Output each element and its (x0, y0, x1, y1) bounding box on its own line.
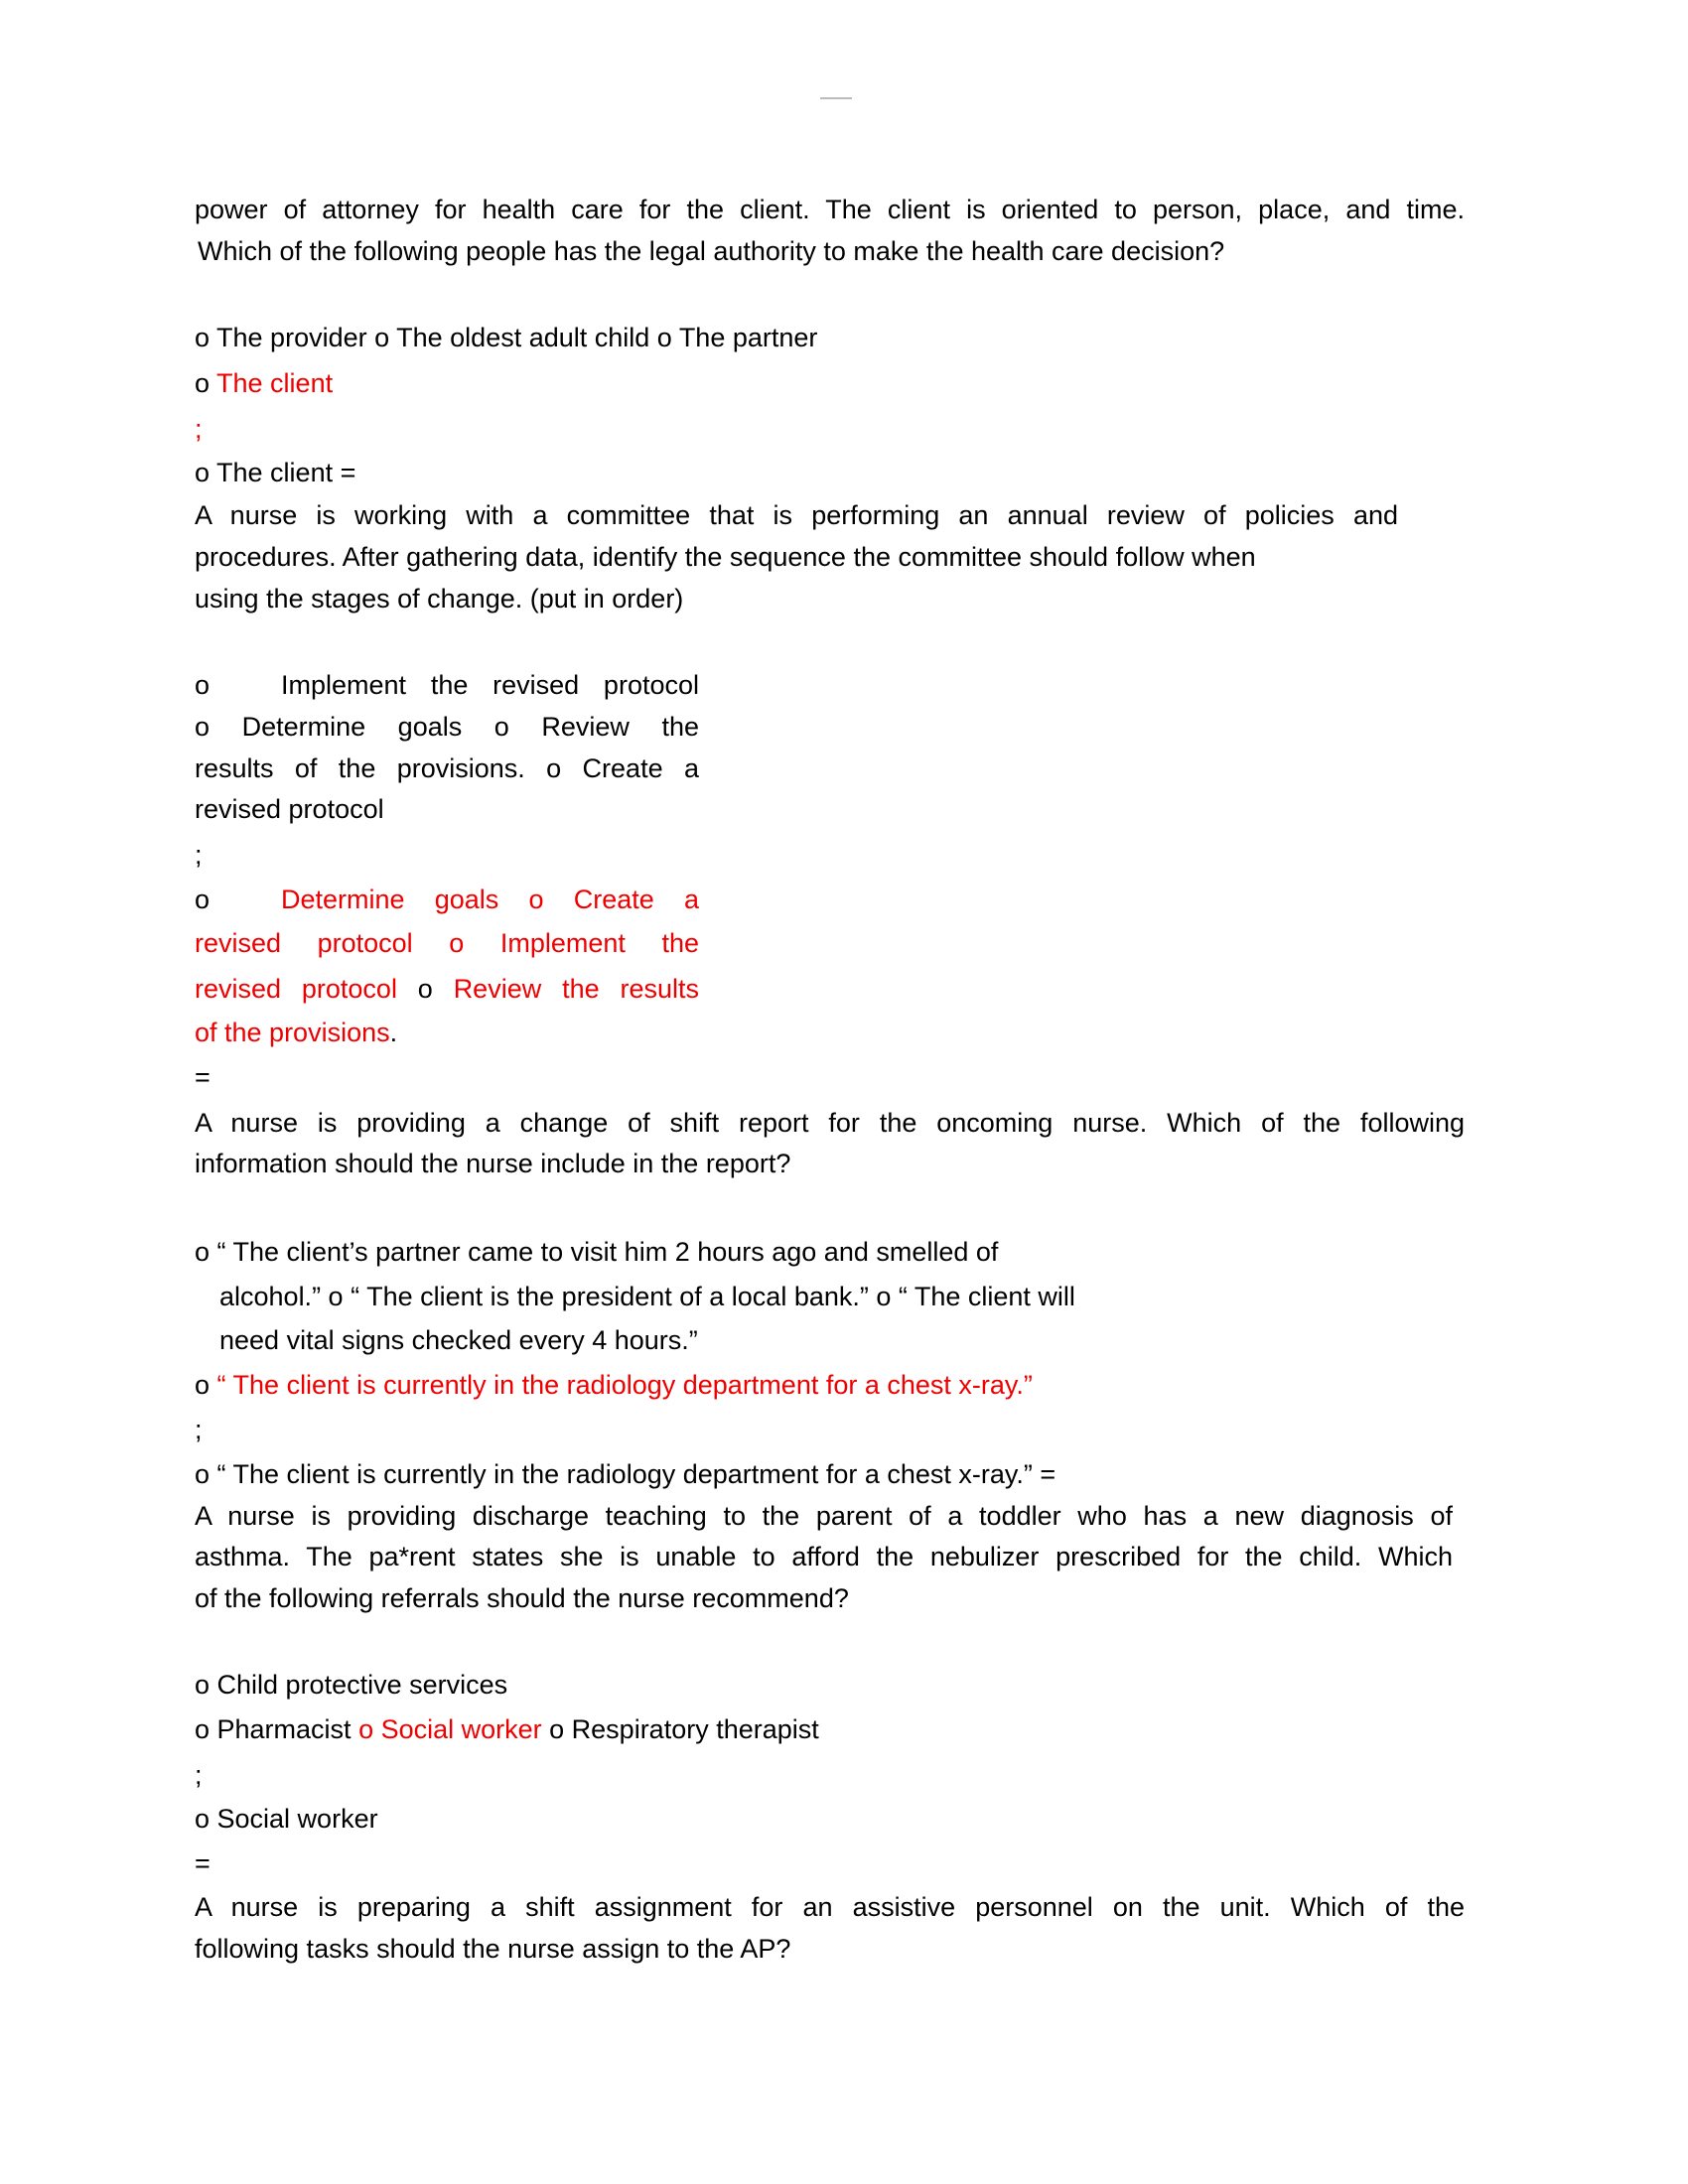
text-line (195, 1578, 849, 1618)
text-line (195, 880, 210, 919)
text-line (281, 880, 699, 919)
text-line (195, 1843, 211, 1883)
text-segment: o Determine goals o Review the (195, 712, 699, 742)
text-segment: = (195, 1061, 211, 1092)
text-segment: o Respiratory therapist (541, 1713, 819, 1744)
text-segment: ; (195, 1759, 203, 1790)
text-line (195, 537, 1256, 577)
text-line (219, 1277, 1075, 1316)
text-segment: A nurse is providing a change of shift report for the oncoming nurse. Which of the following (195, 1107, 1465, 1138)
text-line (195, 1013, 397, 1052)
text-line (195, 579, 683, 618)
text-segment: o The provider o The oldest adult child o The partner (195, 323, 818, 353)
text-segment: A nurse is preparing a shift assignment for an assistive personnel on the unit. Which of the (195, 1891, 1465, 1922)
text-line (195, 835, 203, 875)
text-segment: information should the nurse include in the report? (195, 1149, 791, 1179)
text-segment: ; (195, 840, 203, 871)
text-segment: using the stages of change. (put in order) (195, 583, 684, 614)
text-line (195, 1365, 1033, 1405)
answer-text: o Social worker (358, 1713, 542, 1744)
text-segment: o The client = (195, 458, 356, 488)
text-line (195, 1755, 203, 1795)
text-segment: o (195, 884, 211, 914)
text-line (195, 1496, 1453, 1536)
text-line (195, 707, 699, 747)
text-segment: alcohol.” o “ The client is the president of a local bank.” o “ The client will (219, 1281, 1075, 1311)
text-line (195, 190, 1465, 229)
text-segment: results of the provisions. o Create a (195, 752, 699, 783)
text-line (195, 1929, 790, 1969)
answer-text: revised protocol (195, 973, 397, 1004)
text-line (195, 1410, 203, 1449)
text-segment: asthma. The pa*rent states she is unable to afford the nebulizer prescribed for the child. Which (195, 1542, 1453, 1572)
text-segment: A nurse is providing discharge teaching to the parent of a toddler who has a new diagnosis of (195, 1500, 1453, 1531)
text-line (195, 1665, 507, 1705)
text-segment: Which of the following people has the legal authority to make the health care decision? (198, 235, 1225, 266)
text-segment: o “ The client is currently in the radiology department for a chest x-ray.” = (195, 1458, 1056, 1489)
text-segment: o (195, 1369, 217, 1400)
text-segment: o (195, 670, 211, 701)
text-line (195, 363, 333, 403)
text-segment: revised protocol (195, 794, 384, 825)
text-segment: . (389, 1018, 398, 1048)
text-segment: = (195, 1847, 211, 1878)
text-segment: need vital signs checked every 4 hours.” (219, 1325, 698, 1356)
text-segment: A nurse is working with a committee that is performing an annual review of policies and (195, 500, 1398, 531)
text-segment: o Child protective services (195, 1670, 508, 1701)
text-line (219, 1320, 698, 1360)
page-header-mark (820, 97, 852, 99)
text-segment: o Social worker (195, 1804, 378, 1835)
text-line (195, 1454, 1055, 1494)
answer-text: Review the results (453, 973, 699, 1004)
text-line (195, 789, 384, 829)
text-line (195, 453, 355, 492)
text-segment: procedures. After gathering data, identify the sequence the committee should follow when (195, 542, 1256, 573)
text-segment: o Pharmacist (195, 1713, 359, 1744)
text-segment: ; (195, 1415, 203, 1445)
answer-text: Determine goals o Create a (281, 884, 699, 914)
answer-text: “ The client is currently in the radiology department for a chest x-ray.” (216, 1369, 1033, 1400)
text-line (195, 1103, 1465, 1143)
text-line (195, 409, 203, 449)
text-line (195, 1709, 819, 1749)
text-line (195, 1144, 790, 1183)
text-line (195, 1887, 1465, 1927)
text-line (195, 969, 699, 1009)
text-line (195, 318, 817, 357)
text-line (195, 1799, 378, 1839)
text-segment: o “ The client’s partner came to visit him 2 hours ago and smelled of (195, 1237, 999, 1268)
answer-text: The client (216, 368, 334, 399)
answer-text: ; (195, 413, 203, 444)
text-line (195, 923, 699, 963)
text-line (195, 1057, 211, 1097)
text-segment: o (396, 973, 454, 1004)
text-line (281, 665, 699, 705)
text-line (195, 1232, 998, 1272)
text-line (195, 665, 210, 705)
text-segment: following tasks should the nurse assign to the AP? (195, 1933, 791, 1964)
text-segment: power of attorney for health care for the client. The client is oriented to person, place, and time. (195, 195, 1465, 225)
text-segment: of the following referrals should the nurse recommend? (195, 1582, 849, 1613)
answer-text: of the provisions (195, 1018, 390, 1048)
text-line (198, 231, 1224, 271)
text-segment: o (195, 368, 217, 399)
answer-text: revised protocol o Implement the (195, 928, 699, 959)
text-line (195, 1537, 1453, 1576)
text-line (195, 495, 1398, 535)
text-segment: Implement the revised protocol (281, 670, 699, 701)
text-line (195, 749, 699, 788)
